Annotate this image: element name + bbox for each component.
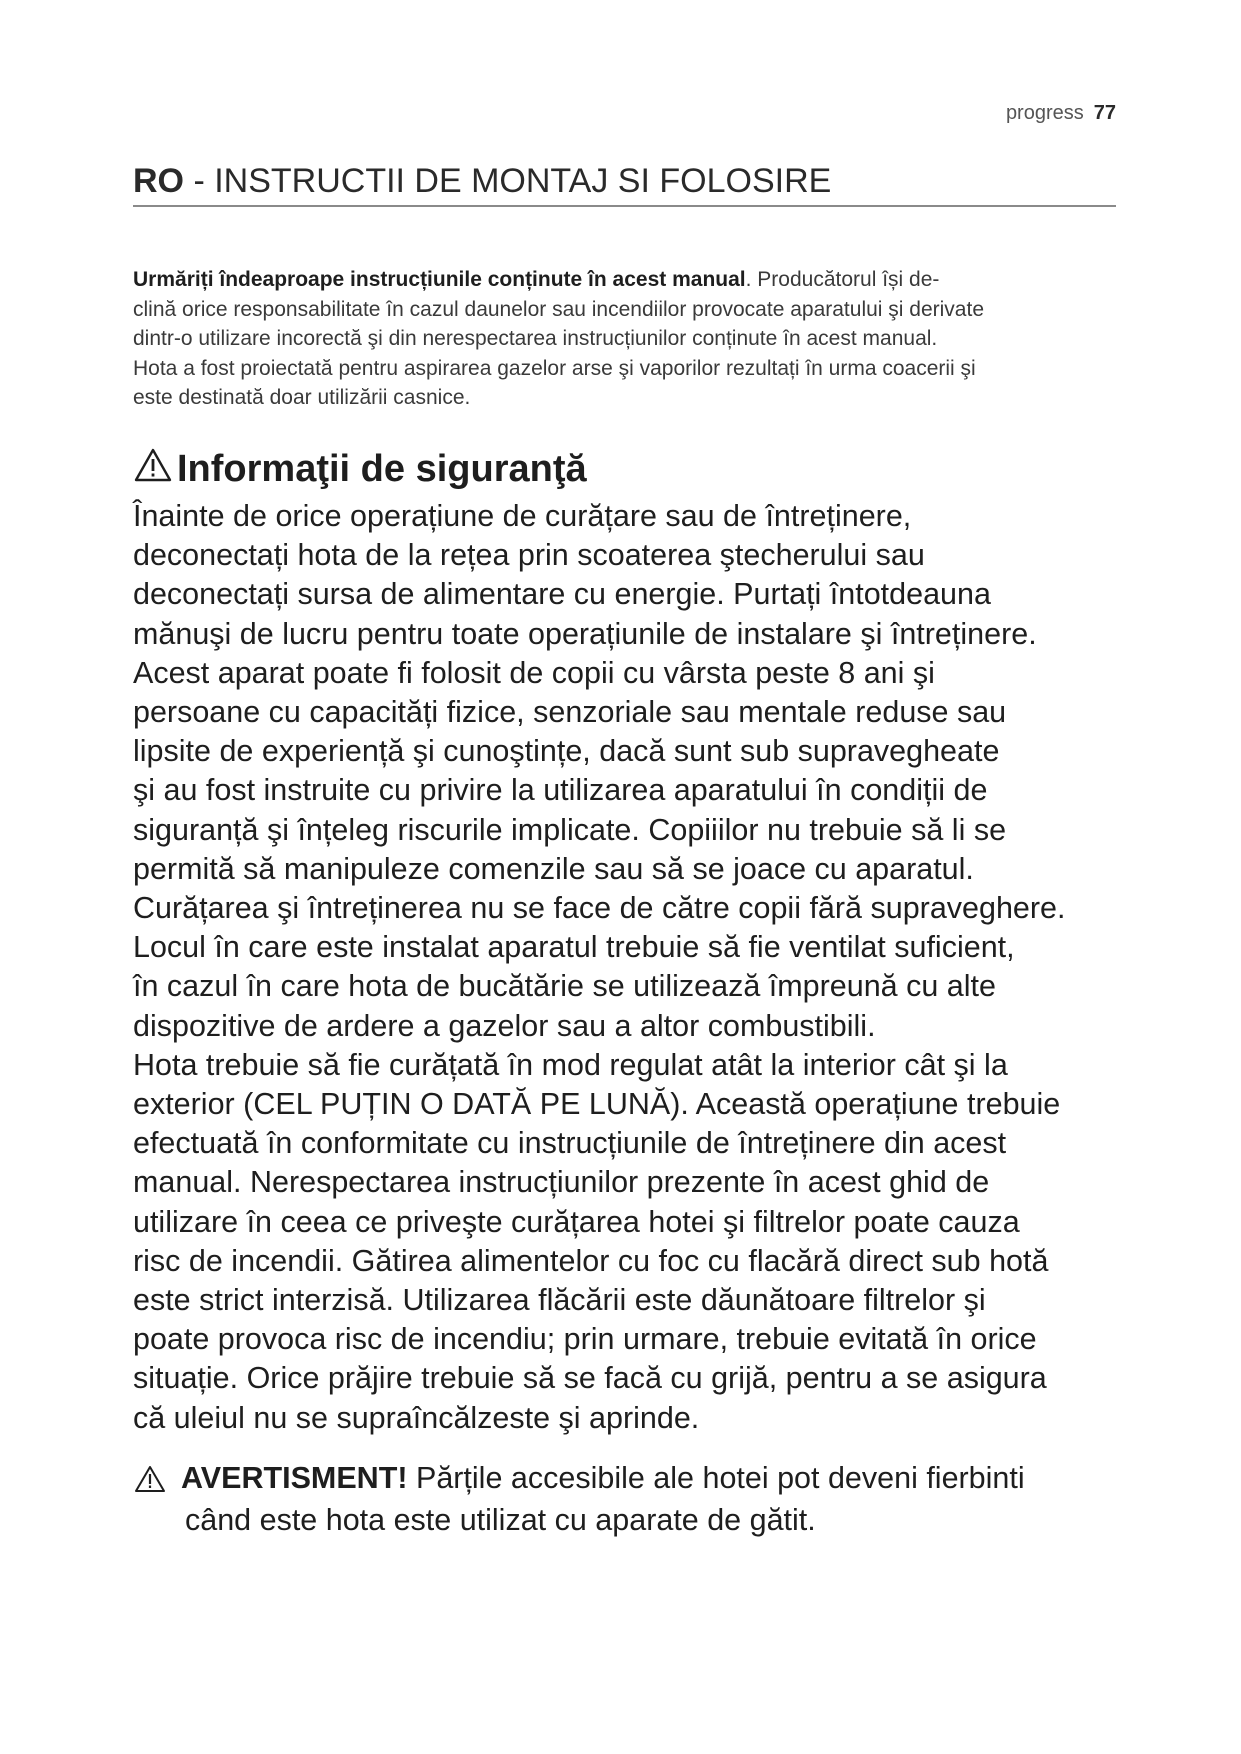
language-code: RO — [133, 162, 184, 200]
warning-label: AVERTISMENT! — [181, 1461, 408, 1495]
warning-triangle-icon — [133, 447, 173, 483]
safety-line: efectuată în conformitate cu instrucțiunile de întreținere din acest — [133, 1126, 1007, 1161]
safety-line: Curățarea şi întreținerea nu se face de către copii fără supraveghere. — [133, 891, 1066, 926]
brand-name: progress — [1005, 102, 1084, 124]
page-header — [1006, 102, 1116, 125]
safety-line: situație. Orice prăjire trebuie să se facă cu grijă, pentru a se asigura — [133, 1361, 1047, 1396]
warning-text-continued: când este hota este utilizat cu aparate de gătit. — [185, 1503, 816, 1537]
safety-heading-text: Informaţii de siguranţă — [177, 448, 587, 490]
warning-text: Părțile accesibile ale hotei pot deveni fierbinti — [407, 1461, 1025, 1495]
safety-line: că uleiul nu se supraîncălzeste şi aprinde. — [133, 1400, 700, 1435]
intro-paragraph — [133, 265, 1123, 413]
safety-line: Locul în care este instalat aparatul trebuie să fie ventilat suficient, — [133, 930, 1015, 965]
safety-line: siguranță şi înțeleg riscurile implicate. Copiiilor nu trebuie să li se — [133, 812, 1007, 847]
intro-line: clină orice responsabilitate în cazul daunelor sau incendiilor provocate aparatului şi derivate — [133, 297, 984, 321]
safety-line: risc de incendii. Gătirea alimentelor cu foc cu flacără direct sub hotă — [133, 1243, 1049, 1278]
intro-line — [133, 265, 1123, 295]
warning-triangle-icon — [133, 1463, 167, 1493]
warning-note — [133, 1457, 1025, 1541]
page-number: 77 — [1093, 102, 1116, 124]
intro-line: dintr-o utilizare incorectă şi din nerespectarea instrucțiunilor conținute în acest manual. — [133, 327, 938, 350]
safety-line: Acest aparat poate fi folosit de copii cu vârsta peste 8 ani şi — [133, 655, 935, 690]
safety-line: utilizare în ceea ce priveşte curățarea hotei şi filtrelor poate cauza — [133, 1204, 1020, 1239]
page-title — [133, 162, 831, 201]
safety-line: dispozitive de ardere a gazelor sau a altor combustibili. — [133, 1008, 876, 1043]
safety-line: mănuşi de lucru pentru toate operațiunile de instalare şi întreținere. — [133, 616, 1037, 651]
safety-line: permită să manipuleze comenzile sau să se joace cu aparatul. — [133, 851, 974, 886]
safety-line: Hota trebuie să fie curățată în mod regulat atât la interior cât şi la — [133, 1047, 1008, 1082]
intro-bold-lead: Urmăriți îndeaproape instrucțiunile conținute în acest manual — [133, 268, 746, 291]
safety-line: exterior (CEL PUȚIN O DATĂ PE LUNĂ). Această operațiune trebuie — [133, 1087, 1061, 1122]
title-text: - INSTRUCTII DE MONTAJ SI FOLOSIRE — [184, 162, 832, 200]
safety-body — [133, 497, 1133, 1438]
safety-line: în cazul în care hota de bucătărie se utilizează împreună cu alte — [133, 969, 996, 1004]
safety-line: şi au fost instruite cu privire la utilizarea aparatului în condiții de — [133, 773, 988, 808]
safety-heading — [133, 447, 587, 491]
title-divider — [133, 205, 1116, 207]
safety-line: deconectați sursa de alimentare cu energie. Purtați întotdeauna — [133, 577, 991, 612]
safety-line: poate provoca risc de incendiu; prin urmare, trebuie evitată în orice — [133, 1322, 1037, 1357]
safety-line: lipsite de experiență şi cunoştințe, dacă sunt sub supravegheate — [133, 734, 1000, 769]
safety-line: manual. Nerespectarea instrucțiunilor prezente în acest ghid de — [133, 1165, 990, 1200]
intro-line-rest: . Producătorul își de- — [745, 268, 940, 291]
safety-line: Înainte de orice operațiune de curățare sau de întreținere, — [133, 499, 912, 533]
safety-line: persoane cu capacități fizice, senzoriale sau mentale reduse sau — [133, 695, 1007, 730]
intro-line: este destinată doar utilizării casnice. — [133, 386, 471, 409]
safety-line: este strict interzisă. Utilizarea flăcării este dăunătoare filtrelor şi — [133, 1283, 986, 1318]
intro-line: Hota a fost proiectată pentru aspirarea gazelor arse şi vaporilor rezultați în urma coacerii şi — [133, 356, 976, 380]
safety-line: deconectați hota de la rețea prin scoaterea ştecherului sau — [133, 538, 925, 573]
